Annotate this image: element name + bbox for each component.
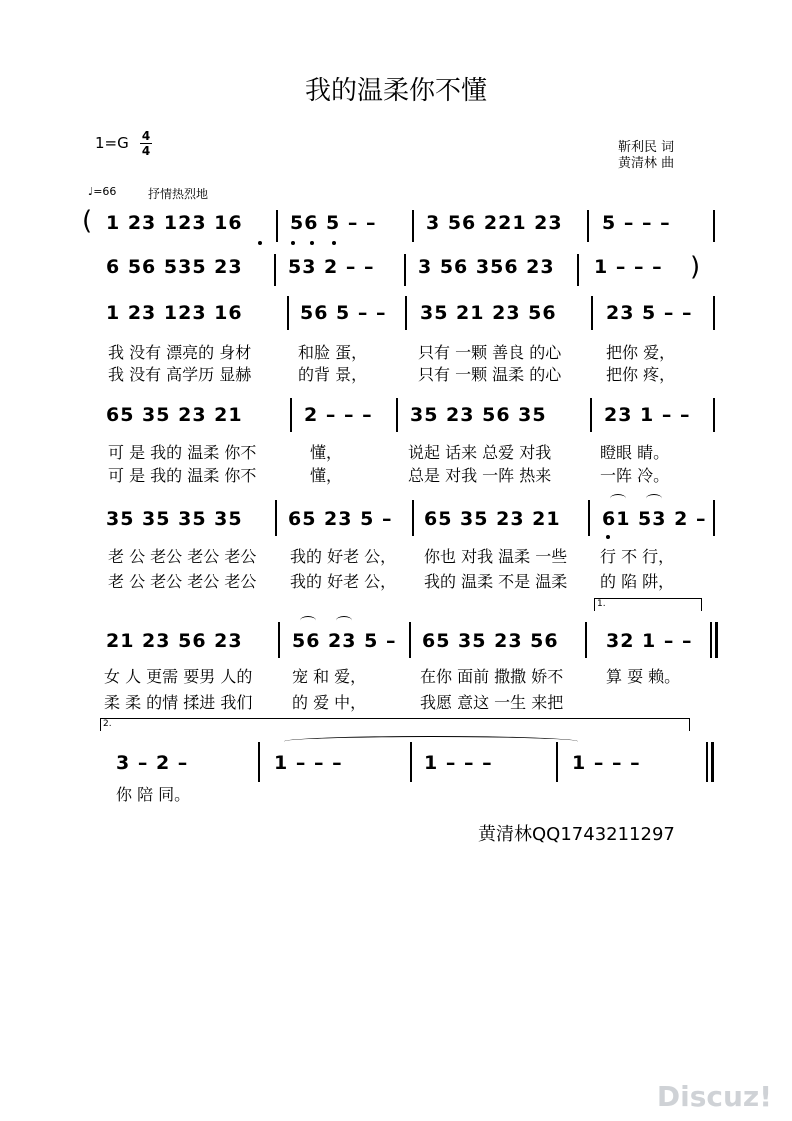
measure: 1 – – –: [274, 752, 343, 774]
barline: [412, 210, 414, 242]
octave-dot: [606, 535, 610, 539]
barline: [590, 398, 592, 432]
measure: 1 – – –: [572, 752, 641, 774]
measure: 1 – – –: [594, 256, 663, 278]
tempo-mark: ♩=66: [88, 185, 117, 198]
octave-dot: [291, 241, 295, 245]
lyric-line: 你 陪 同。: [116, 785, 191, 804]
lyric-line: 我的 好老 公，: [290, 572, 397, 591]
lyric-line: 说起 话来 总爱 对我: [408, 443, 552, 462]
lyric-line: 可 是 我的 温柔 你不: [108, 443, 257, 462]
watermark: Discuz!: [656, 1080, 772, 1113]
composer: 黄清林 曲: [618, 156, 675, 171]
measure: 65 35 23 56: [422, 630, 559, 652]
lyric-line: 我的 温柔 不是 温柔: [424, 572, 568, 591]
barline: [412, 500, 414, 536]
octave-dot: [258, 241, 262, 245]
lyricist: 靳利民 词: [618, 140, 675, 155]
octave-dot: [310, 241, 314, 245]
measure: 53 2 – –: [288, 256, 375, 278]
lyric-line: 老 公 老公 老公 老公: [108, 547, 257, 566]
measure: 56 5 – –: [300, 302, 387, 324]
barline: [290, 398, 292, 432]
lyric-line: 的 爱 中，: [292, 693, 367, 712]
measure: 1 23 123 16: [106, 212, 243, 234]
measure: 35 23 56 35: [410, 404, 547, 426]
lyric-line: 女 人 更需 要男 人的: [104, 667, 253, 686]
barline: [278, 622, 280, 658]
barline: [287, 296, 289, 330]
lyric-line: 可 是 我的 温柔 你不: [108, 466, 257, 485]
intro-close-paren: ): [690, 252, 701, 282]
measure: 3 56 356 23: [418, 256, 555, 278]
measure: 23 1 – –: [604, 404, 691, 426]
intro-open-paren: (: [82, 206, 93, 236]
lyric-line: 瞪眼 睛。: [600, 443, 670, 462]
barline: [713, 500, 715, 536]
lyric-line: 的背 景，: [298, 365, 368, 384]
lyric-line: 我的 好老 公，: [290, 547, 397, 566]
barline: [258, 742, 260, 782]
measure: 21 23 56 23: [106, 630, 243, 652]
barline: [710, 622, 712, 658]
lyric-line: 宠 和 爱，: [292, 667, 367, 686]
barline: [405, 296, 407, 330]
barline: [587, 210, 589, 242]
lyric-line: 把你 爱，: [606, 343, 676, 362]
lyric-line: 在你 面前 撒撒 娇不: [420, 667, 564, 686]
lyric-line: 把你 疼，: [606, 365, 676, 384]
lyric-line: 行 不 行，: [600, 547, 675, 566]
page-title: 我的温柔你不懂: [304, 76, 487, 106]
author-contact: 黄清林QQ1743211297: [478, 824, 675, 845]
key-signature: 1=G: [95, 134, 129, 152]
barline: [410, 742, 412, 782]
lyric-line: 我 没有 漂亮的 身材: [108, 343, 252, 362]
lyric-line: 懂，: [310, 443, 343, 462]
lyric-line: 柔 柔 的情 揉进 我们: [104, 693, 253, 712]
measure: 35 35 35 35: [106, 508, 243, 530]
lyric-line: 老 公 老公 老公 老公: [108, 572, 257, 591]
measure: 35 21 23 56: [420, 302, 557, 324]
volta-1: 1.: [594, 598, 702, 611]
measure: 65 35 23 21: [424, 508, 561, 530]
lyric-line: 和脸 蛋，: [298, 343, 368, 362]
barline: [556, 742, 558, 782]
octave-dot: [332, 241, 336, 245]
barline: [713, 398, 715, 432]
slur: [610, 494, 626, 503]
time-sig-top: 4: [141, 129, 151, 143]
measure: 1 – – –: [424, 752, 493, 774]
barline: [588, 500, 590, 536]
measure: 56 23 5 –: [292, 630, 397, 652]
barline: [591, 296, 593, 330]
barline: [713, 210, 715, 242]
barline: [713, 296, 715, 330]
measure: 6 56 535 23: [106, 256, 243, 278]
barline: [404, 254, 406, 286]
lyric-line: 只有 一颗 温柔 的心: [418, 365, 562, 384]
barline: [409, 622, 411, 658]
measure: 61 53 2 –: [602, 508, 707, 530]
slur: [284, 736, 578, 747]
lyric-line: 算 耍 赖。: [606, 667, 681, 686]
lyric-line: 总是 对我 一阵 热来: [408, 466, 552, 485]
repeat-end-barline: [715, 622, 718, 658]
barline: [396, 398, 398, 432]
time-signature: [140, 130, 152, 157]
barline: [577, 254, 579, 286]
barline: [275, 500, 277, 536]
lyric-line: 你也 对我 温柔 一些: [424, 547, 568, 566]
lyric-line: 懂，: [310, 466, 343, 485]
lyric-line: 的 陷 阱，: [600, 572, 675, 591]
volta-2: 2.: [100, 718, 690, 731]
measure: 23 5 – –: [606, 302, 693, 324]
measure: 2 – – –: [304, 404, 373, 426]
slur: [646, 494, 662, 503]
slur: [300, 616, 316, 625]
barline: [274, 254, 276, 286]
measure: 3 – 2 –: [116, 752, 189, 774]
measure: 56 5 – –: [290, 212, 377, 234]
lyric-line: 一阵 冷。: [600, 466, 670, 485]
lyric-line: 我愿 意这 一生 来把: [420, 693, 564, 712]
barline: [276, 210, 278, 242]
slur: [336, 616, 352, 625]
measure: 5 – – –: [602, 212, 671, 234]
measure: 65 35 23 21: [106, 404, 243, 426]
measure: 65 23 5 –: [288, 508, 393, 530]
measure: 3 56 221 23: [426, 212, 563, 234]
measure: 32 1 – –: [606, 630, 693, 652]
barline: [585, 622, 587, 658]
time-sig-bottom: 4: [141, 144, 151, 158]
lyric-line: 我 没有 高学历 显赫: [108, 365, 252, 384]
lyric-line: 只有 一颗 善良 的心: [418, 343, 562, 362]
measure: 1 23 123 16: [106, 302, 243, 324]
final-barline-thick: [711, 742, 714, 782]
final-barline: [706, 742, 708, 782]
expression-mark: 抒情热烈地: [148, 187, 209, 201]
